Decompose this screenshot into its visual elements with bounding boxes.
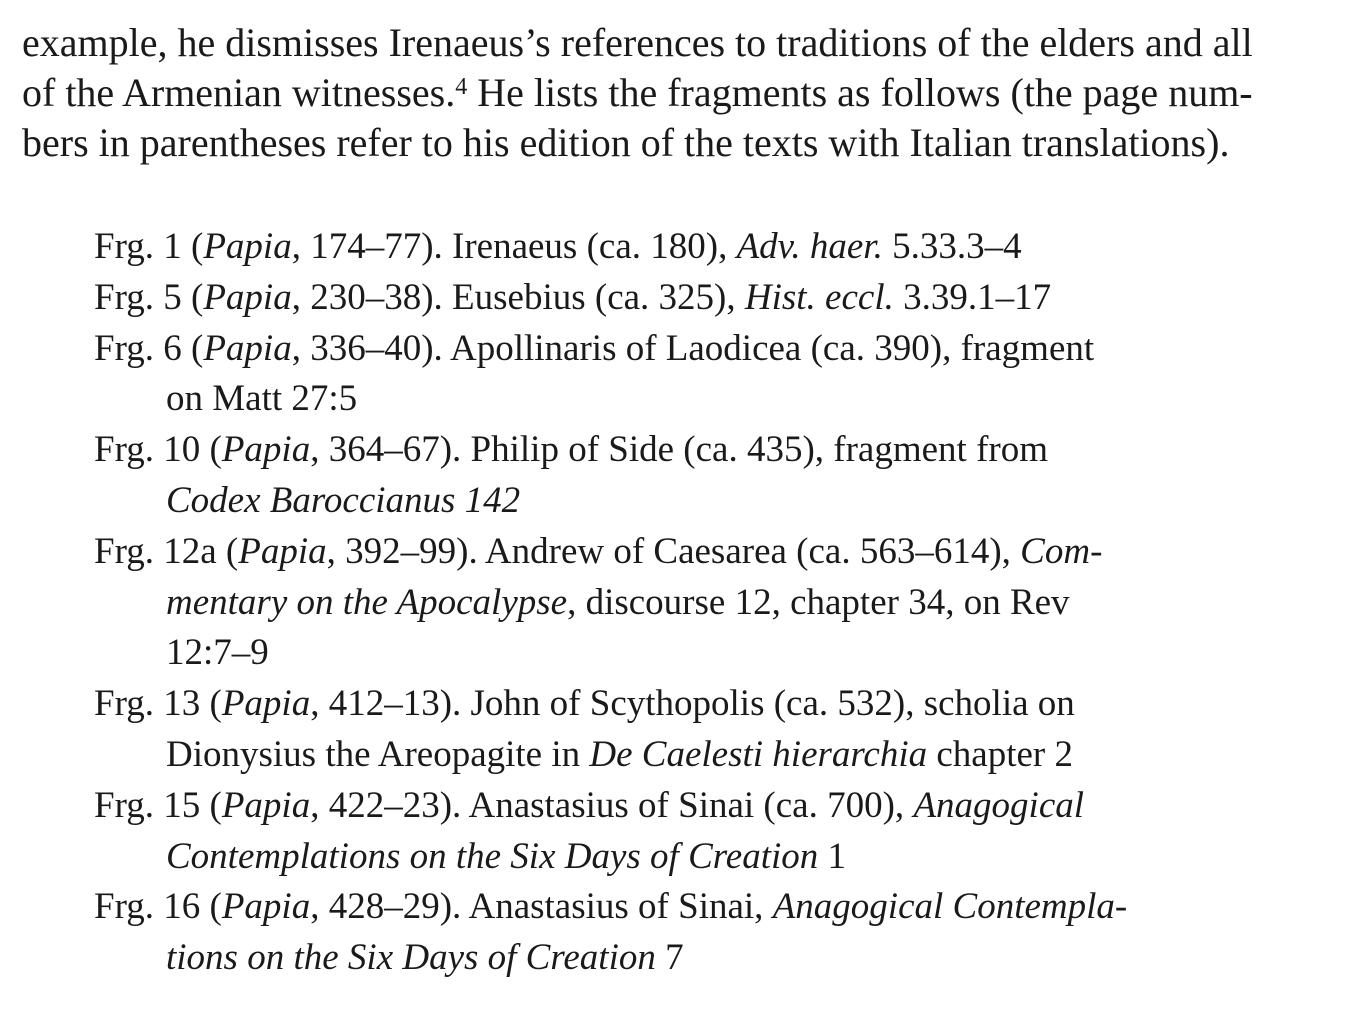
work-reference: 7 bbox=[655, 937, 684, 979]
edition-title: Papia bbox=[221, 886, 311, 928]
edition-title: Papia bbox=[221, 683, 311, 725]
edition-title: Papia bbox=[203, 226, 292, 267]
edition-title: Papia bbox=[203, 327, 292, 369]
fragment-number: Frg. 15 ( bbox=[94, 784, 222, 826]
work-title: Anagogical Contempla- bbox=[772, 886, 1128, 928]
edition-title: Papia bbox=[221, 429, 311, 471]
fragment-line bbox=[94, 882, 1254, 933]
fragment-source: Dionysius the Areopagite in bbox=[166, 733, 590, 775]
fragment-continuation bbox=[94, 832, 1254, 883]
work-reference: 3.39.1–17 bbox=[893, 276, 1052, 318]
work-title: Com- bbox=[1020, 530, 1103, 572]
fragment-continuation bbox=[94, 578, 1254, 629]
fragment-number: Frg. 16 ( bbox=[94, 886, 222, 928]
fragment-number: Frg. 10 ( bbox=[94, 429, 222, 471]
work-reference: , discourse 12, chapter 34, on Rev bbox=[567, 581, 1070, 623]
edition-title: Papia bbox=[238, 530, 327, 572]
edition-title: Papia bbox=[203, 276, 292, 318]
footnote-marker[interactable]: 4 bbox=[455, 73, 468, 100]
fragment-source: , 174–77). Irenaeus (ca. 180), bbox=[291, 226, 737, 267]
fragment-line bbox=[94, 324, 1254, 375]
intro-line: bers in parentheses refer to his edition of the texts with Italian translations). bbox=[22, 120, 1230, 165]
work-title: Contemplations on the Six Days of Creation bbox=[166, 835, 819, 877]
fragment-source: , 230–38). Eusebius (ca. 325), bbox=[291, 276, 745, 318]
fragment-line bbox=[94, 425, 1254, 476]
fragment-line bbox=[94, 527, 1254, 578]
intro-line: example, he dismisses Irenaeus’s references to traditions of the elders and all bbox=[22, 20, 1253, 65]
fragment-source: , 428–29). Anastasius of Sinai, bbox=[310, 886, 773, 928]
fragment-number: Frg. 12a ( bbox=[94, 530, 239, 572]
fragment-number: Frg. 1 ( bbox=[94, 226, 204, 267]
fragment-continuation bbox=[94, 730, 1254, 781]
fragment-continuation bbox=[94, 476, 1254, 527]
work-title: tions on the Six Days of Creation bbox=[166, 937, 656, 979]
fragment-continuation: 12:7–9 bbox=[166, 632, 269, 674]
fragment-item-1 bbox=[94, 222, 1254, 273]
work-title: Codex Baroccianus 142 bbox=[166, 479, 521, 521]
intro-paragraph bbox=[22, 18, 1332, 168]
fragment-continuation: on Matt 27:5 bbox=[166, 378, 358, 420]
work-title: Anagogical bbox=[913, 784, 1085, 826]
work-title: Adv. haer. bbox=[736, 226, 883, 267]
fragment-number: Frg. 13 ( bbox=[94, 683, 222, 725]
fragment-line bbox=[94, 273, 1254, 324]
fragment-item-5 bbox=[94, 273, 1254, 324]
fragment-item-16 bbox=[94, 882, 1254, 984]
fragment-item-6 bbox=[94, 324, 1254, 426]
fragment-item-15 bbox=[94, 781, 1254, 883]
work-reference: chapter 2 bbox=[927, 733, 1073, 775]
fragment-continuation bbox=[94, 933, 1254, 984]
fragment-item-12a bbox=[94, 527, 1254, 679]
intro-text: of the Armenian witnesses. bbox=[22, 70, 456, 115]
fragment-source: , 364–67). Philip of Side (ca. 435), fragment from bbox=[310, 429, 1048, 471]
fragment-line bbox=[94, 222, 1254, 273]
fragment-item-10 bbox=[94, 425, 1254, 527]
work-title: De Caelesti hierarchia bbox=[589, 733, 928, 775]
fragment-number: Frg. 5 ( bbox=[94, 276, 204, 318]
fragment-number: Frg. 6 ( bbox=[94, 327, 204, 369]
fragment-line bbox=[94, 679, 1254, 730]
fragment-item-13 bbox=[94, 679, 1254, 781]
work-reference: 1 bbox=[818, 835, 847, 877]
fragment-list bbox=[94, 222, 1254, 984]
fragment-source: , 336–40). Apollinaris of Laodicea (ca. 390), fragment bbox=[291, 327, 1095, 369]
fragment-line bbox=[94, 781, 1254, 832]
fragment-source: , 392–99). Andrew of Caesarea (ca. 563–614), bbox=[326, 530, 1021, 572]
intro-text: He lists the fragments as follows (the page num- bbox=[467, 70, 1253, 115]
edition-title: Papia bbox=[221, 784, 311, 826]
fragment-source: , 412–13). John of Scythopolis (ca. 532), scholia on bbox=[310, 683, 1075, 725]
work-title: mentary on the Apocalypse bbox=[166, 581, 568, 623]
intro-line bbox=[22, 68, 1332, 118]
fragment-source: , 422–23). Anastasius of Sinai (ca. 700), bbox=[310, 784, 914, 826]
work-title: Hist. eccl. bbox=[744, 276, 894, 318]
work-reference: 5.33.3–4 bbox=[882, 226, 1022, 267]
